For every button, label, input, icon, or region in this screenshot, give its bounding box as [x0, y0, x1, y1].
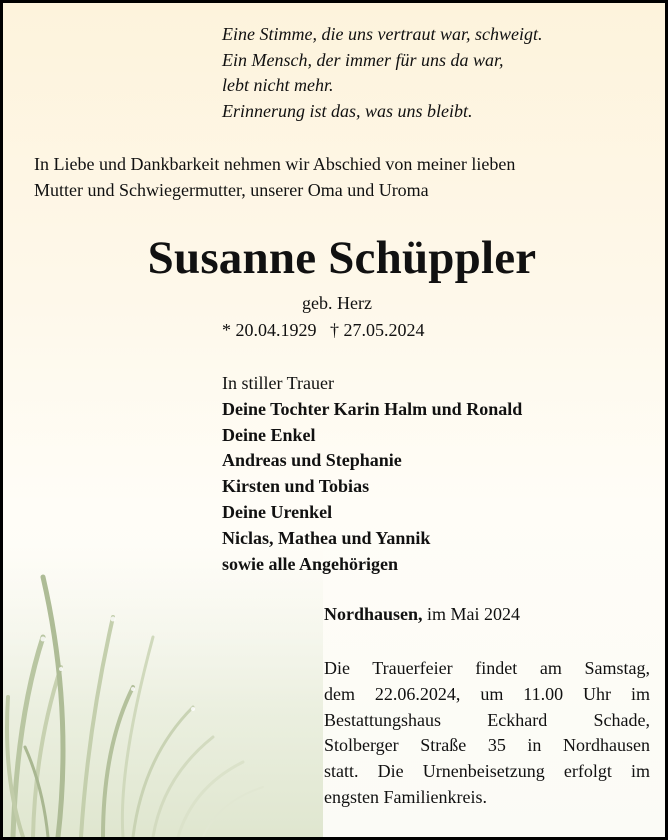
grass-illustration — [3, 547, 323, 837]
poem-line: Erinnerung ist das, was uns bleibt. — [222, 100, 473, 121]
funeral-line: Bestattungshaus Eckhard Schade, — [324, 709, 650, 730]
mourner-line: Deine Urenkel — [222, 501, 333, 522]
funeral-notice — [324, 656, 650, 811]
mourners-list — [222, 371, 522, 577]
poem — [222, 22, 542, 124]
intro-line: In Liebe und Dankbarkeit nehmen wir Abschied von meiner lieben — [34, 154, 516, 174]
mourner-line: Deine Enkel — [222, 424, 316, 445]
maiden-name: geb. Herz — [302, 293, 372, 313]
life-dates: * 20.04.1929 † 27.05.2024 — [222, 320, 425, 340]
mourner-line: Andreas und Stephanie — [222, 450, 402, 471]
funeral-line: Stolberger Straße 35 in Nordhausen — [324, 735, 650, 756]
funeral-line: statt. Die Urnenbeisetzung erfolgt im — [324, 761, 650, 782]
mourners-heading: In stiller Trauer — [222, 373, 334, 393]
funeral-line: dem 22.06.2024, um 11.00 Uhr im — [324, 683, 650, 704]
mourner-line: Kirsten und Tobias — [222, 476, 370, 497]
poem-line: Eine Stimme, die uns vertraut war, schweigt. — [222, 24, 543, 44]
place-month: im Mai 2024 — [422, 604, 521, 624]
mourner-line: Niclas, Mathea und Yannik — [222, 527, 431, 548]
poem-line: lebt nicht mehr. — [222, 75, 334, 95]
place-city: Nordhausen, — [324, 604, 423, 624]
deceased-name: Susanne Schüppler — [147, 232, 537, 284]
place-date — [324, 604, 520, 625]
intro-line: Mutter und Schwiegermutter, unserer Oma und Uroma — [34, 179, 429, 200]
funeral-line: engsten Familienkreis. — [324, 786, 487, 807]
mourner-line: sowie alle Angehörigen — [222, 553, 398, 574]
poem-line: Ein Mensch, der immer für uns da war, — [222, 49, 504, 70]
mourner-line: Deine Tochter Karin Halm und Ronald — [222, 398, 523, 419]
intro-text — [34, 152, 515, 203]
funeral-line: Die Trauerfeier findet am Samstag, — [324, 658, 650, 678]
